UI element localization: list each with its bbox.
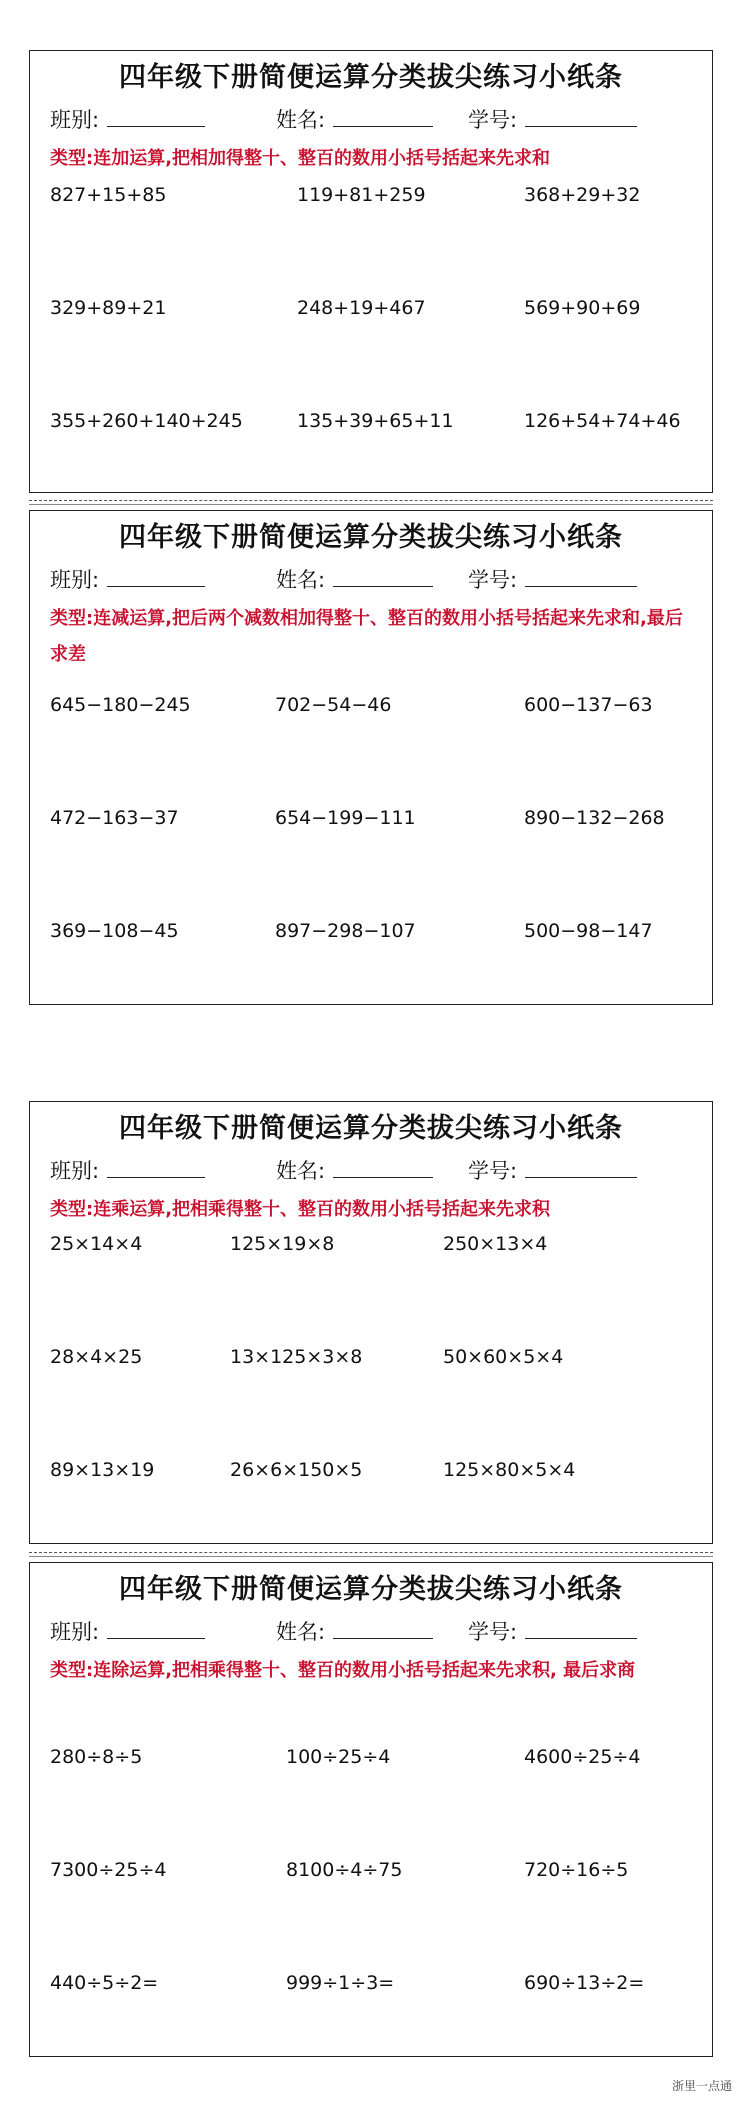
worksheet-card-subtraction bbox=[29, 510, 713, 1005]
problem: 119+81+259 bbox=[297, 184, 426, 206]
card-title: 四年级下册简便运算分类拔尖练习小纸条 bbox=[119, 1113, 623, 1144]
problem: 4600÷25÷4 bbox=[524, 1746, 641, 1768]
problem: 8100÷4÷75 bbox=[286, 1859, 403, 1881]
problem: 897−298−107 bbox=[275, 920, 416, 942]
problem: 25×14×4 bbox=[50, 1233, 143, 1255]
student-info-row bbox=[50, 1155, 690, 1185]
problem: 135+39+65+11 bbox=[297, 410, 454, 432]
card-title: 四年级下册简便运算分类拔尖练习小纸条 bbox=[119, 1574, 623, 1605]
problem: 890−132−268 bbox=[524, 807, 665, 829]
name-blank[interactable] bbox=[333, 1618, 433, 1639]
name-label: 姓名: bbox=[276, 108, 326, 132]
problem: 125×80×5×4 bbox=[443, 1459, 576, 1481]
problem: 569+90+69 bbox=[524, 297, 641, 319]
name-field[interactable] bbox=[276, 1155, 433, 1185]
student-id-label: 学号: bbox=[468, 568, 518, 592]
student-id-label: 学号: bbox=[468, 1159, 518, 1183]
class-blank[interactable] bbox=[107, 1618, 205, 1639]
problem-type-note: 类型:连乘运算,把相乘得整十、整百的数用小括号括起来先求积 bbox=[50, 1199, 551, 1220]
student-id-field[interactable] bbox=[468, 564, 637, 594]
student-id-blank[interactable] bbox=[525, 1157, 637, 1178]
name-blank[interactable] bbox=[333, 566, 433, 587]
worksheet-card-addition bbox=[29, 50, 713, 493]
class-label: 班别: bbox=[50, 568, 100, 592]
student-id-blank[interactable] bbox=[525, 106, 637, 127]
student-id-label: 学号: bbox=[468, 1620, 518, 1644]
class-field[interactable] bbox=[50, 1616, 205, 1646]
student-id-label: 学号: bbox=[468, 108, 518, 132]
problem: 250×13×4 bbox=[443, 1233, 548, 1255]
problem: 702−54−46 bbox=[275, 694, 392, 716]
problem: 7300÷25÷4 bbox=[50, 1859, 167, 1881]
name-label: 姓名: bbox=[276, 1620, 326, 1644]
problem: 999÷1÷3= bbox=[286, 1972, 395, 1994]
problem: 472−163−37 bbox=[50, 807, 179, 829]
problem-type-note: 类型:连减运算,把后两个减数相加得整十、整百的数用小括号括起来先求和,最后求差 bbox=[50, 608, 683, 665]
problem: 440÷5÷2= bbox=[50, 1972, 159, 1994]
name-field[interactable] bbox=[276, 1616, 433, 1646]
worksheet-card-multiplication bbox=[29, 1101, 713, 1544]
student-info-row bbox=[50, 104, 690, 134]
problem-type-note: 类型:连加运算,把相加得整十、整百的数用小括号括起来先求和 bbox=[50, 148, 551, 169]
problem: 28×4×25 bbox=[50, 1346, 143, 1368]
problem: 369−108−45 bbox=[50, 920, 179, 942]
cut-line bbox=[29, 500, 713, 505]
problem: 720÷16÷5 bbox=[524, 1859, 629, 1881]
card-title: 四年级下册简便运算分类拔尖练习小纸条 bbox=[119, 62, 623, 93]
problem: 280÷8÷5 bbox=[50, 1746, 143, 1768]
problem: 827+15+85 bbox=[50, 184, 167, 206]
problem: 89×13×19 bbox=[50, 1459, 155, 1481]
class-label: 班别: bbox=[50, 1159, 100, 1183]
card-title: 四年级下册简便运算分类拔尖练习小纸条 bbox=[119, 522, 623, 553]
problem: 50×60×5×4 bbox=[443, 1346, 564, 1368]
class-label: 班别: bbox=[50, 1620, 100, 1644]
problem: 26×6×150×5 bbox=[230, 1459, 363, 1481]
problem-type-note: 类型:连除运算,把相乘得整十、整百的数用小括号括起来先求积, 最后求商 bbox=[50, 1660, 636, 1681]
student-id-field[interactable] bbox=[468, 1155, 637, 1185]
class-label: 班别: bbox=[50, 108, 100, 132]
name-blank[interactable] bbox=[333, 1157, 433, 1178]
problem: 100÷25÷4 bbox=[286, 1746, 391, 1768]
name-label: 姓名: bbox=[276, 1159, 326, 1183]
problem: 125×19×8 bbox=[230, 1233, 335, 1255]
problem: 600−137−63 bbox=[524, 694, 653, 716]
class-field[interactable] bbox=[50, 1155, 205, 1185]
worksheet-card-division bbox=[29, 1562, 713, 2057]
name-blank[interactable] bbox=[333, 106, 433, 127]
problem: 690÷13÷2= bbox=[524, 1972, 645, 1994]
problem: 355+260+140+245 bbox=[50, 410, 243, 432]
cut-line bbox=[29, 1552, 713, 1557]
problem: 248+19+467 bbox=[297, 297, 426, 319]
student-id-field[interactable] bbox=[468, 1616, 637, 1646]
class-blank[interactable] bbox=[107, 1157, 205, 1178]
problem: 368+29+32 bbox=[524, 184, 641, 206]
watermark-text: 浙里一点通 bbox=[671, 2079, 732, 2093]
name-label: 姓名: bbox=[276, 568, 326, 592]
student-id-blank[interactable] bbox=[525, 1618, 637, 1639]
problem: 329+89+21 bbox=[50, 297, 167, 319]
problem: 500−98−147 bbox=[524, 920, 653, 942]
student-info-row bbox=[50, 1616, 690, 1646]
student-id-blank[interactable] bbox=[525, 566, 637, 587]
problem: 126+54+74+46 bbox=[524, 410, 681, 432]
class-blank[interactable] bbox=[107, 106, 205, 127]
problem: 654−199−111 bbox=[275, 807, 416, 829]
problem: 645−180−245 bbox=[50, 694, 191, 716]
name-field[interactable] bbox=[276, 564, 433, 594]
problem: 13×125×3×8 bbox=[230, 1346, 363, 1368]
class-field[interactable] bbox=[50, 104, 205, 134]
name-field[interactable] bbox=[276, 104, 433, 134]
class-field[interactable] bbox=[50, 564, 205, 594]
student-id-field[interactable] bbox=[468, 104, 637, 134]
class-blank[interactable] bbox=[107, 566, 205, 587]
student-info-row bbox=[50, 564, 690, 594]
